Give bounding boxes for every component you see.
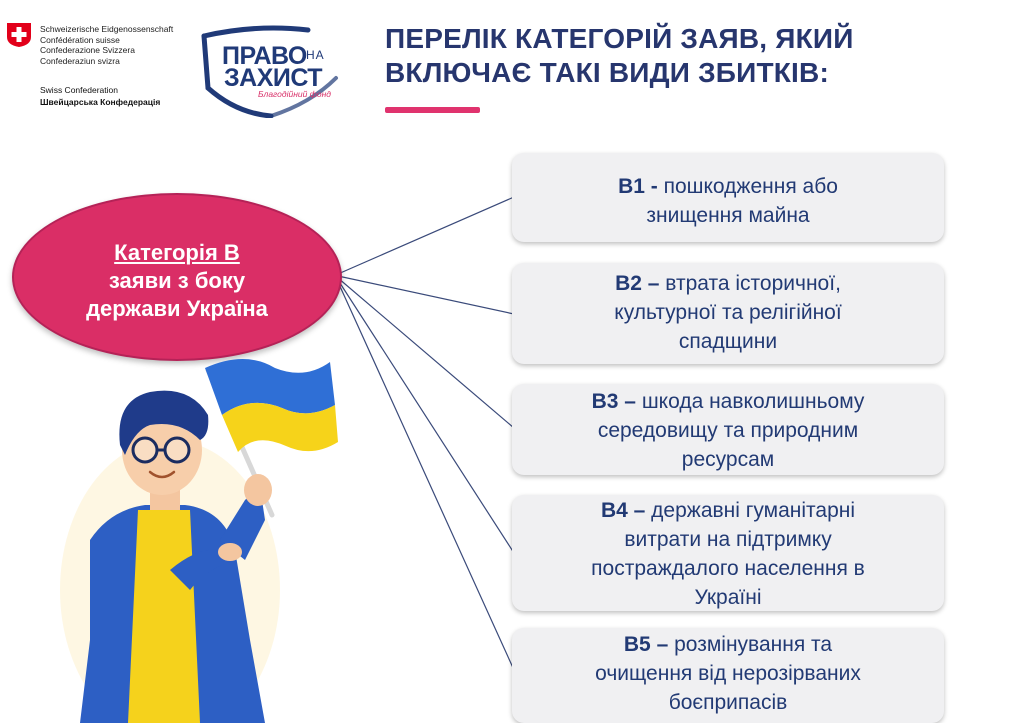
logo-word-na: НА: [306, 48, 325, 62]
category-heading: Категорія В: [114, 240, 240, 265]
item-code: В1: [618, 175, 645, 198]
item-line: боєприпасів: [668, 691, 788, 714]
raised-hand: [244, 474, 272, 506]
connector-b3: [338, 278, 514, 428]
swiss-line-de: Schweizerische Eidgenossenschaft: [40, 24, 174, 34]
item-line: очищення від нерозірваних: [595, 662, 861, 685]
swiss-line-fr: Confédération suisse: [40, 34, 120, 45]
logo-tagline: Благодійний фонд: [258, 89, 331, 99]
item-separator: –: [650, 633, 675, 656]
item-line: розмінування та: [674, 633, 833, 656]
category-line-3: держави Україна: [86, 296, 268, 321]
item-line: постраждалого населення в: [591, 557, 865, 580]
connector-b4: [338, 280, 514, 553]
connector-b5: [338, 282, 514, 670]
item-separator: –: [618, 390, 642, 413]
category-line-2: заяви з боку: [108, 268, 246, 293]
title-line-2: ВКЛЮЧАЄ ТАКІ ВИДИ ЗБИТКІВ:: [385, 57, 829, 88]
item-separator: –: [627, 499, 652, 522]
shirt: [128, 510, 200, 723]
item-line: культурної та релігійної: [614, 301, 842, 324]
item-code: В4: [600, 499, 628, 522]
category-b-ellipse: [12, 193, 342, 361]
item-line: ресурсам: [681, 448, 775, 471]
swiss-line-ua: Швейцарська Конфедерація: [40, 97, 161, 107]
man-with-flag-illustration: [50, 340, 350, 723]
swiss-line-rm: Confederaziun svizra: [40, 55, 120, 66]
item-line: витрати на підтримку: [624, 528, 832, 551]
connector-b1: [338, 197, 514, 274]
item-line: втрата історичної,: [665, 272, 841, 295]
logo-word-zakhyst: ЗАХИСТ: [224, 64, 323, 92]
title-line-1: ПЕРЕЛІК КАТЕГОРІЙ ЗАЯВ, ЯКИЙ: [385, 23, 854, 54]
ukrainian-flag-icon: [205, 359, 338, 452]
item-code: В3: [591, 390, 619, 413]
item-separator: -: [644, 175, 664, 198]
swiss-line-it: Confederazione Svizzera: [40, 45, 135, 56]
connector-b2: [338, 276, 514, 314]
category-item-b2: [512, 263, 944, 364]
item-line: пошкодження або: [663, 175, 838, 198]
item-code: В2: [615, 272, 642, 295]
pointing-hand: [218, 543, 242, 561]
item-line: державні гуманітарні: [651, 499, 856, 522]
swiss-line-en: Swiss Confederation: [40, 85, 118, 95]
item-line: Україні: [694, 586, 762, 609]
item-line: середовищу та природним: [597, 419, 859, 442]
item-line: шкода навколишньому: [641, 390, 865, 413]
item-line: спадщини: [678, 330, 778, 353]
category-item-b3: [512, 384, 944, 475]
category-item-b5: [512, 628, 944, 723]
category-item-b1: [512, 153, 944, 242]
item-code: В5: [623, 633, 651, 656]
category-item-b4: [512, 495, 944, 611]
logo-word-pravo: ПРАВО: [222, 42, 307, 70]
item-separator: –: [641, 272, 666, 295]
item-line: знищення майна: [646, 204, 810, 227]
